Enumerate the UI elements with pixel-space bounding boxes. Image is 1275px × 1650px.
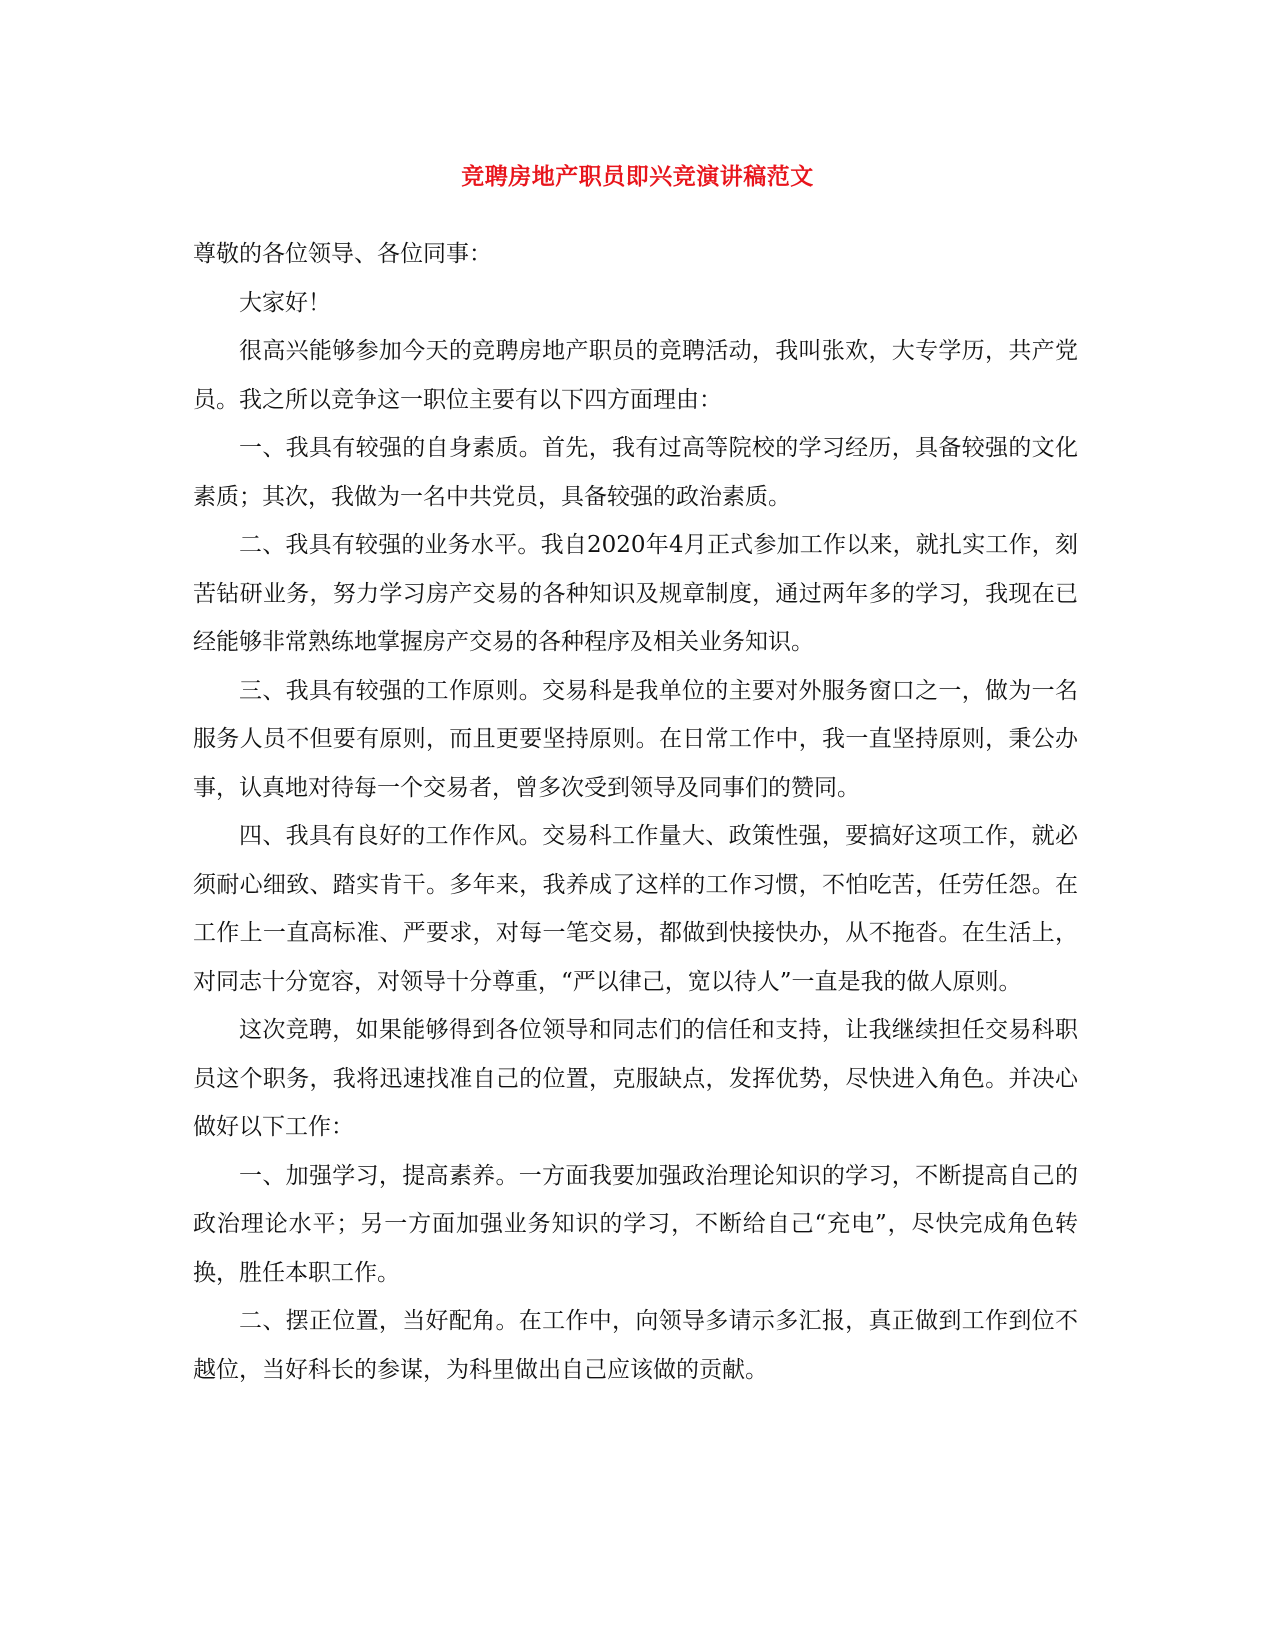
- salutation: 尊敬的各位领导、各位同事：: [193, 241, 492, 267]
- paragraph-introduction: 很高兴能够参加今天的竞聘房地产职员的竞聘活动，我叫张欢，大专学历，共产党员。我之所以竞争这一职位主要有以下四方面理由：: [193, 338, 1078, 413]
- paragraph-plan-two: 二、摆正位置，当好配角。在工作中，向领导多请示多汇报，真正做到工作到位不越位，当好科长的参谋，为科里做出自己应该做的贡献。: [193, 1308, 1078, 1383]
- paragraph-plan-one: 一、加强学习，提高素养。一方面我要加强政治理论知识的学习，不断提高自己的政治理论水平；另一方面加强业务知识的学习，不断给自己“充电”，尽快完成角色转换，胜任本职工作。: [193, 1162, 1078, 1286]
- document-title: 竞聘房地产职员即兴竞演讲稿范文: [461, 163, 814, 190]
- paragraph-reason-two: 二、我具有较强的业务水平。我自2020年4月正式参加工作以来，就扎实工作，刻苦钻研业务，努力学习房产交易的各种知识及规章制度，通过两年多的学习，我现在已经能够非常熟练地掌握房产交易的各种程序及相关业务知识。: [193, 532, 1078, 655]
- paragraph-reason-three: 三、我具有较强的工作原则。交易科是我单位的主要对外服务窗口之一，做为一名服务人员不但要有原则，而且更要坚持原则。在日常工作中，我一直坚持原则，秉公办事，认真地对待每一个交易者，曾多次受到领导及同事们的赞同。: [193, 677, 1078, 801]
- document-body: [193, 230, 1078, 1394]
- paragraph-greeting: 大家好！: [239, 289, 331, 316]
- paragraph-commitment: 这次竞聘，如果能够得到各位领导和同志们的信任和支持，让我继续担任交易科职员这个职务，我将迅速找准自己的位置，克服缺点，发挥优势，尽快进入角色。并决心做好以下工作：: [193, 1017, 1078, 1140]
- paragraph-reason-one: 一、我具有较强的自身素质。首先，我有过高等院校的学习经历，具备较强的文化素质；其次，我做为一名中共党员，具备较强的政治素质。: [193, 435, 1078, 510]
- paragraph-reason-four: 四、我具有良好的工作作风。交易科工作量大、政策性强，要搞好这项工作，就必须耐心细致、踏实肯干。多年来，我养成了这样的工作习惯，不怕吃苦，任劳任怨。在工作上一直高标准、严要求，对每一笔交易，都做到快接快办，从不拖沓。在生活上，对同志十分宽容，对领导十分尊重，“严以律己，宽以待人”一直是我的做人原则。: [193, 823, 1078, 995]
